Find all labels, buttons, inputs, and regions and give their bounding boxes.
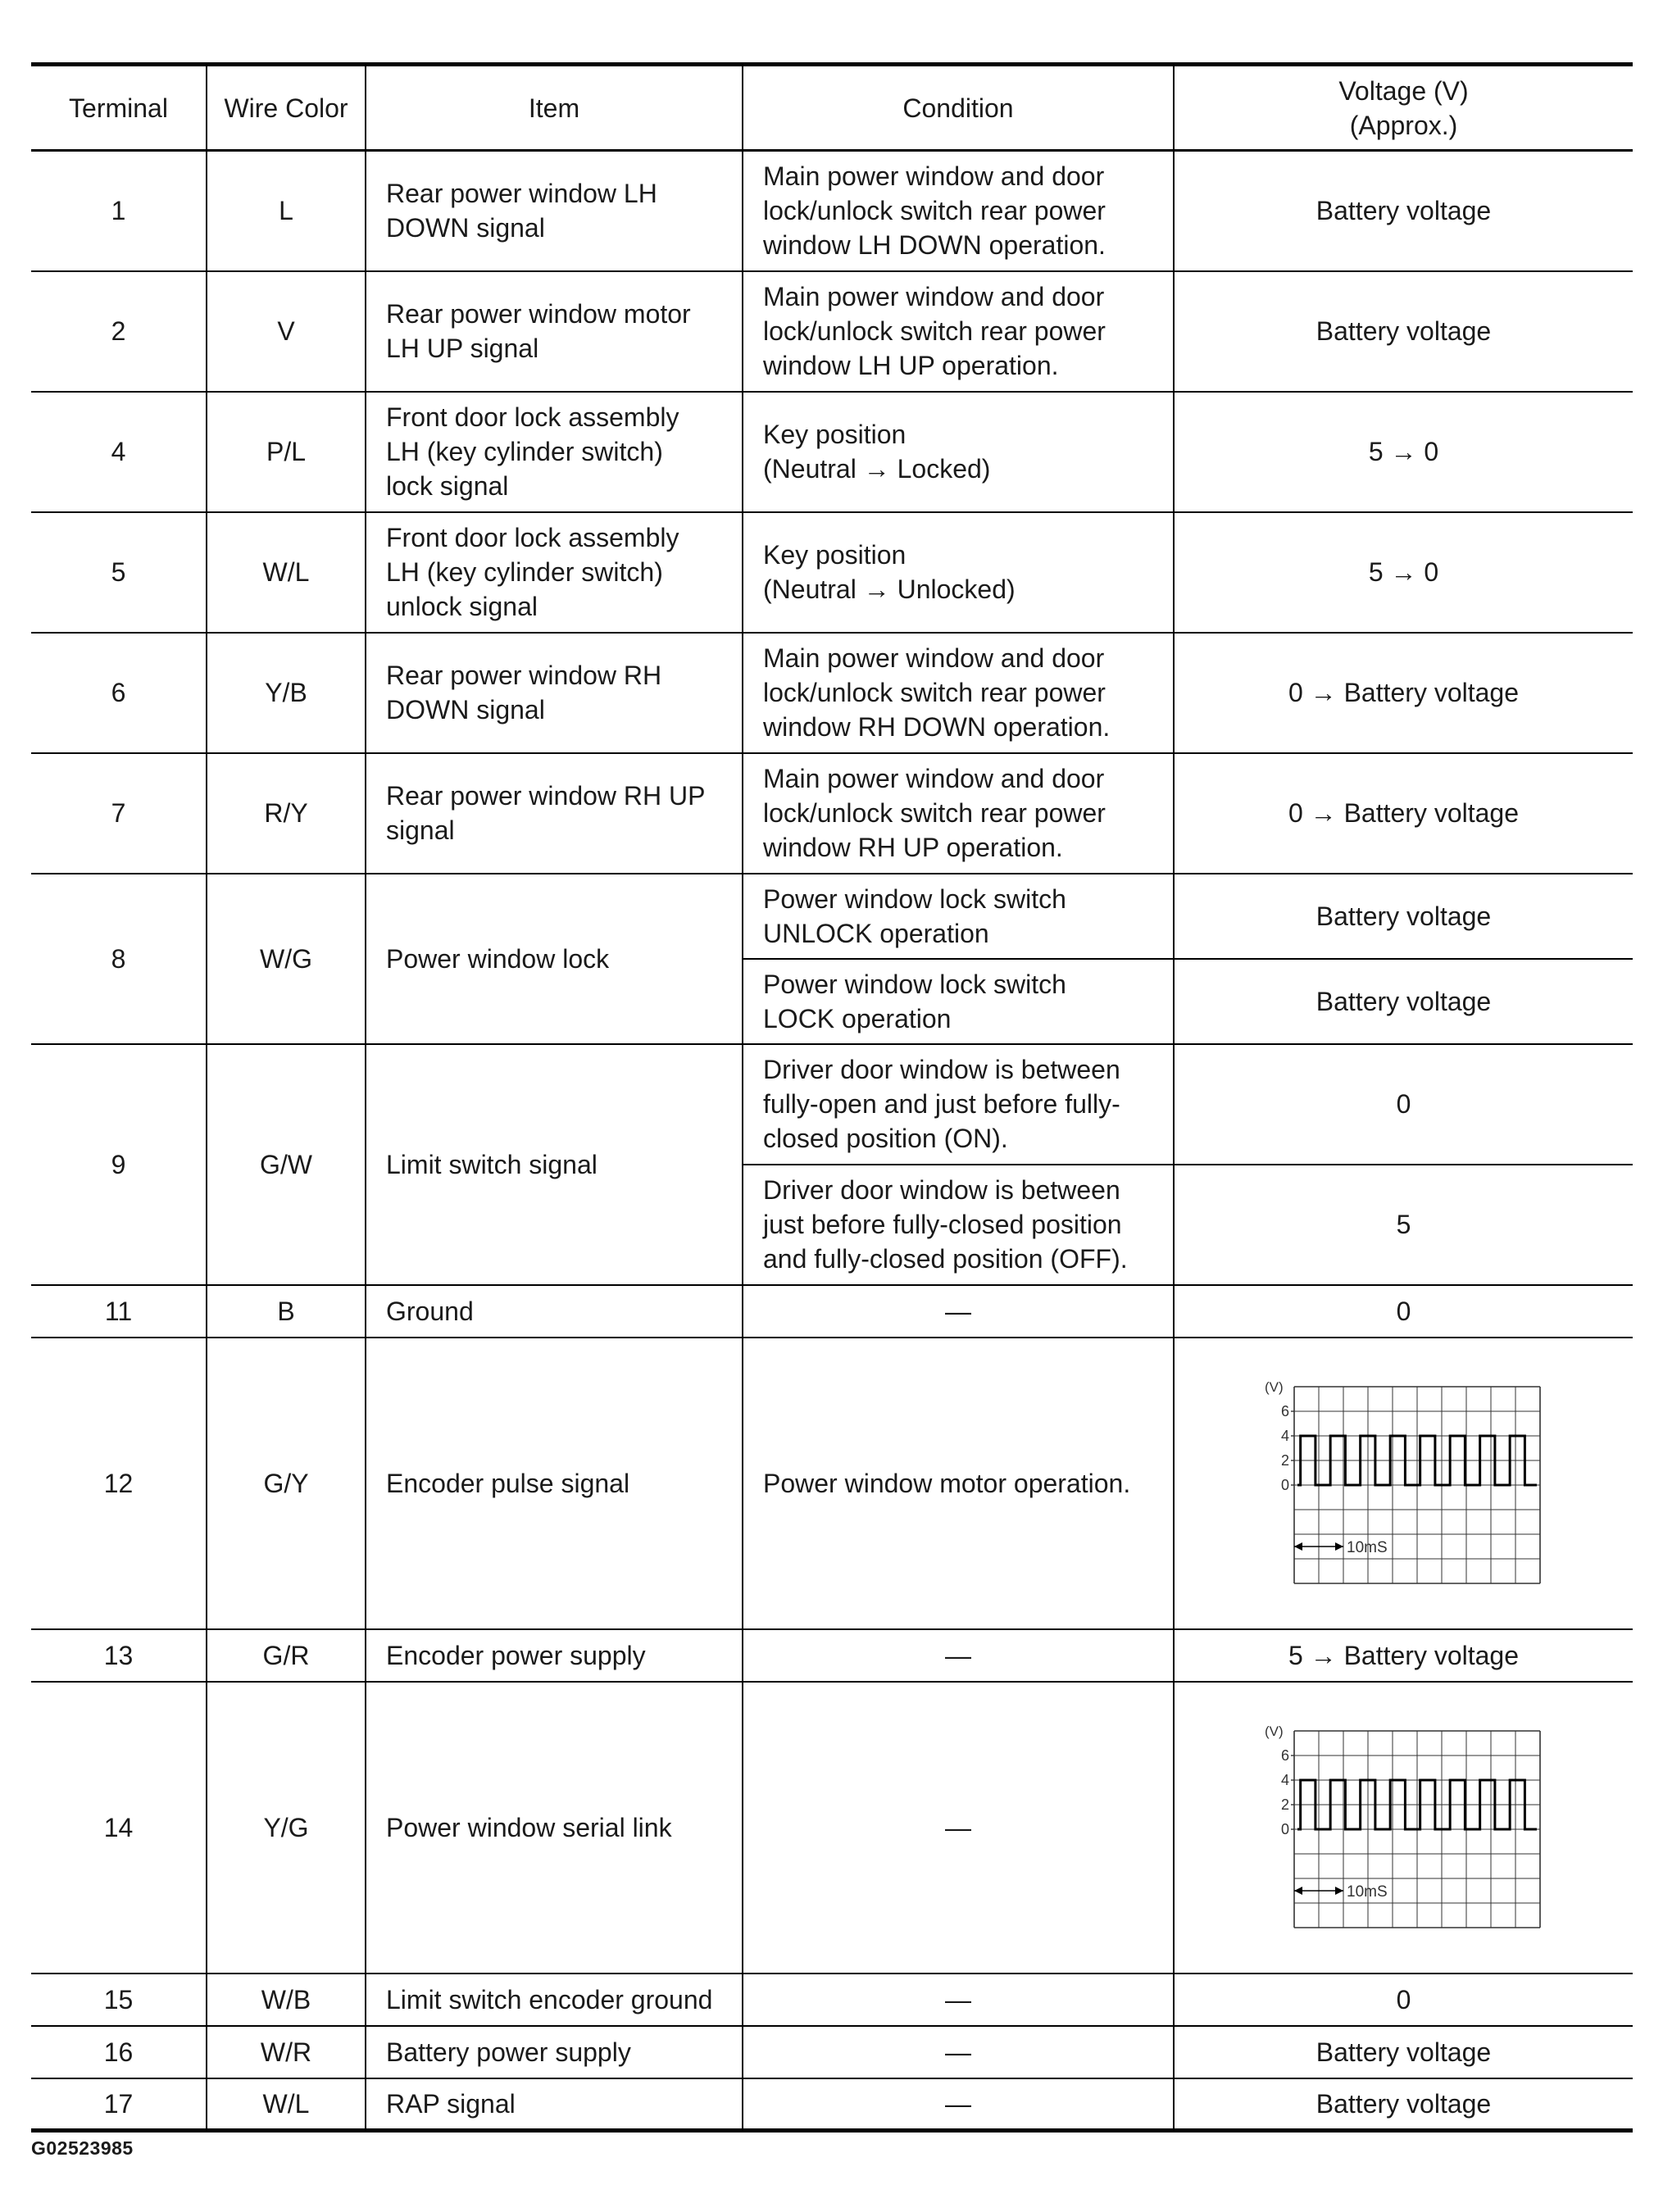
table-row xyxy=(31,1285,1633,1338)
wire-color-cell: W/G xyxy=(207,874,366,1044)
table-row xyxy=(31,633,1633,753)
condition-cell: — xyxy=(743,1682,1174,1974)
item-cell: Rear power window LH DOWN signal xyxy=(366,151,743,271)
table-row xyxy=(31,2078,1633,2131)
voltage-cell: 5 xyxy=(1174,1165,1633,1285)
table-row xyxy=(31,392,1633,512)
encoder-pulse-waveform xyxy=(1265,1377,1543,1590)
wire-color-cell: G/W xyxy=(207,1044,366,1285)
voltage-cell: 5 → Battery voltage xyxy=(1174,1629,1633,1682)
document-code: G02523985 xyxy=(31,2137,134,2159)
terminal-cell: 17 xyxy=(31,2078,207,2131)
wire-color-cell: G/Y xyxy=(207,1338,366,1629)
voltage-cell: 5 → 0 xyxy=(1174,512,1633,633)
terminal-cell: 7 xyxy=(31,753,207,874)
y-tick-label: 2 xyxy=(1280,1796,1289,1813)
item-cell: Front door lock assembly LH (key cylinder switch) unlock signal xyxy=(366,512,743,633)
condition-cell: Key position (Neutral → Unlocked) xyxy=(743,512,1174,633)
voltage-cell: 0 xyxy=(1174,1974,1633,2026)
condition-cell: — xyxy=(743,1629,1174,1682)
time-scale-arrow-right xyxy=(1335,1887,1343,1895)
item-cell: Encoder pulse signal xyxy=(366,1338,743,1629)
axis-unit-label: (V) xyxy=(1264,1379,1284,1395)
terminal-cell: 2 xyxy=(31,271,207,392)
condition-cell: Power window lock switch LOCK operation xyxy=(743,959,1174,1044)
table-row xyxy=(31,753,1633,874)
terminal-cell: 11 xyxy=(31,1285,207,1338)
terminal-spec-table xyxy=(31,62,1633,2133)
item-cell: Rear power window RH UP signal xyxy=(366,753,743,874)
header-condition: Condition xyxy=(743,65,1174,151)
voltage-cell: Battery voltage xyxy=(1174,2026,1633,2078)
table-row xyxy=(31,1974,1633,2026)
wire-color-cell: W/B xyxy=(207,1974,366,2026)
voltage-cell xyxy=(1174,1682,1633,1974)
wire-color-cell: R/Y xyxy=(207,753,366,874)
item-cell: Ground xyxy=(366,1285,743,1338)
header-terminal: Terminal xyxy=(31,65,207,151)
item-cell: Front door lock assembly LH (key cylinder switch) lock signal xyxy=(366,392,743,512)
serial-link-waveform xyxy=(1265,1721,1543,1934)
voltage-cell: 0 → Battery voltage xyxy=(1174,753,1633,874)
time-scale-arrow-left xyxy=(1294,1542,1302,1551)
table-row xyxy=(31,271,1633,392)
voltage-cell xyxy=(1174,1338,1633,1629)
voltage-cell: 0 → Battery voltage xyxy=(1174,633,1633,753)
wire-color-cell: W/L xyxy=(207,2078,366,2131)
condition-cell: Main power window and door lock/unlock switch rear power window RH DOWN operation. xyxy=(743,633,1174,753)
time-scale-arrow-left xyxy=(1294,1887,1302,1895)
item-cell: Limit switch encoder ground xyxy=(366,1974,743,2026)
wire-color-cell: W/L xyxy=(207,512,366,633)
terminal-cell: 9 xyxy=(31,1044,207,1285)
y-tick-label: 6 xyxy=(1280,1746,1289,1764)
terminal-cell: 12 xyxy=(31,1338,207,1629)
voltage-cell: 0 xyxy=(1174,1285,1633,1338)
header-row xyxy=(31,65,1633,151)
wire-color-cell: Y/G xyxy=(207,1682,366,1974)
terminal-cell: 14 xyxy=(31,1682,207,1974)
voltage-cell: Battery voltage xyxy=(1174,151,1633,271)
condition-cell: — xyxy=(743,2078,1174,2131)
item-cell: RAP signal xyxy=(366,2078,743,2131)
header-item: Item xyxy=(366,65,743,151)
voltage-cell: Battery voltage xyxy=(1174,2078,1633,2131)
condition-cell: Driver door window is between just before fully-closed position and fully-closed position (OFF). xyxy=(743,1165,1174,1285)
condition-cell: Driver door window is between fully-open and just before fully- closed position (ON). xyxy=(743,1044,1174,1165)
condition-cell: Main power window and door lock/unlock switch rear power window LH UP operation. xyxy=(743,271,1174,392)
condition-cell: — xyxy=(743,2026,1174,2078)
item-cell: Rear power window motor LH UP signal xyxy=(366,271,743,392)
terminal-cell: 8 xyxy=(31,874,207,1044)
terminal-cell: 16 xyxy=(31,2026,207,2078)
time-scale-arrow-right xyxy=(1335,1542,1343,1551)
time-scale-label: 10mS xyxy=(1346,1538,1388,1556)
wire-color-cell: L xyxy=(207,151,366,271)
voltage-cell: 5 → 0 xyxy=(1174,392,1633,512)
terminal-cell: 15 xyxy=(31,1974,207,2026)
condition-cell: — xyxy=(743,1285,1174,1338)
axis-unit-label: (V) xyxy=(1264,1723,1284,1739)
terminal-cell: 13 xyxy=(31,1629,207,1682)
item-cell: Power window serial link xyxy=(366,1682,743,1974)
table-row xyxy=(31,151,1633,271)
wire-color-cell: W/R xyxy=(207,2026,366,2078)
y-tick-label: 0 xyxy=(1280,1820,1289,1837)
table-row xyxy=(31,1044,1633,1165)
terminal-cell: 1 xyxy=(31,151,207,271)
condition-cell: Power window motor operation. xyxy=(743,1338,1174,1629)
condition-cell: Main power window and door lock/unlock switch rear power window RH UP operation. xyxy=(743,753,1174,874)
table-row xyxy=(31,512,1633,633)
wire-color-cell: V xyxy=(207,271,366,392)
time-scale-label: 10mS xyxy=(1346,1883,1388,1901)
item-cell: Rear power window RH DOWN signal xyxy=(366,633,743,753)
voltage-cell: Battery voltage xyxy=(1174,874,1633,959)
condition-cell: — xyxy=(743,1974,1174,2026)
table-row xyxy=(31,1629,1633,1682)
item-cell: Encoder power supply xyxy=(366,1629,743,1682)
header-wire-color: Wire Color xyxy=(207,65,366,151)
condition-cell: Main power window and door lock/unlock switch rear power window LH DOWN operation. xyxy=(743,151,1174,271)
item-cell: Limit switch signal xyxy=(366,1044,743,1285)
condition-cell: Key position (Neutral → Locked) xyxy=(743,392,1174,512)
condition-cell: Power window lock switch UNLOCK operation xyxy=(743,874,1174,959)
item-cell: Battery power supply xyxy=(366,2026,743,2078)
y-tick-label: 0 xyxy=(1280,1476,1289,1493)
table-row xyxy=(31,874,1633,959)
voltage-cell: Battery voltage xyxy=(1174,271,1633,392)
wire-color-cell: G/R xyxy=(207,1629,366,1682)
header-voltage: Voltage (V) (Approx.) xyxy=(1174,65,1633,151)
terminal-cell: 5 xyxy=(31,512,207,633)
y-tick-label: 2 xyxy=(1280,1451,1289,1469)
terminal-cell: 6 xyxy=(31,633,207,753)
y-tick-label: 4 xyxy=(1280,1771,1289,1788)
voltage-cell: Battery voltage xyxy=(1174,959,1633,1044)
wire-color-cell: B xyxy=(207,1285,366,1338)
y-tick-label: 6 xyxy=(1280,1402,1289,1419)
wire-color-cell: Y/B xyxy=(207,633,366,753)
table-row xyxy=(31,1682,1633,1974)
table-row xyxy=(31,2026,1633,2078)
terminal-cell: 4 xyxy=(31,392,207,512)
y-tick-label: 4 xyxy=(1280,1427,1289,1444)
wire-color-cell: P/L xyxy=(207,392,366,512)
voltage-cell: 0 xyxy=(1174,1044,1633,1165)
item-cell: Power window lock xyxy=(366,874,743,1044)
table-row xyxy=(31,1338,1633,1629)
